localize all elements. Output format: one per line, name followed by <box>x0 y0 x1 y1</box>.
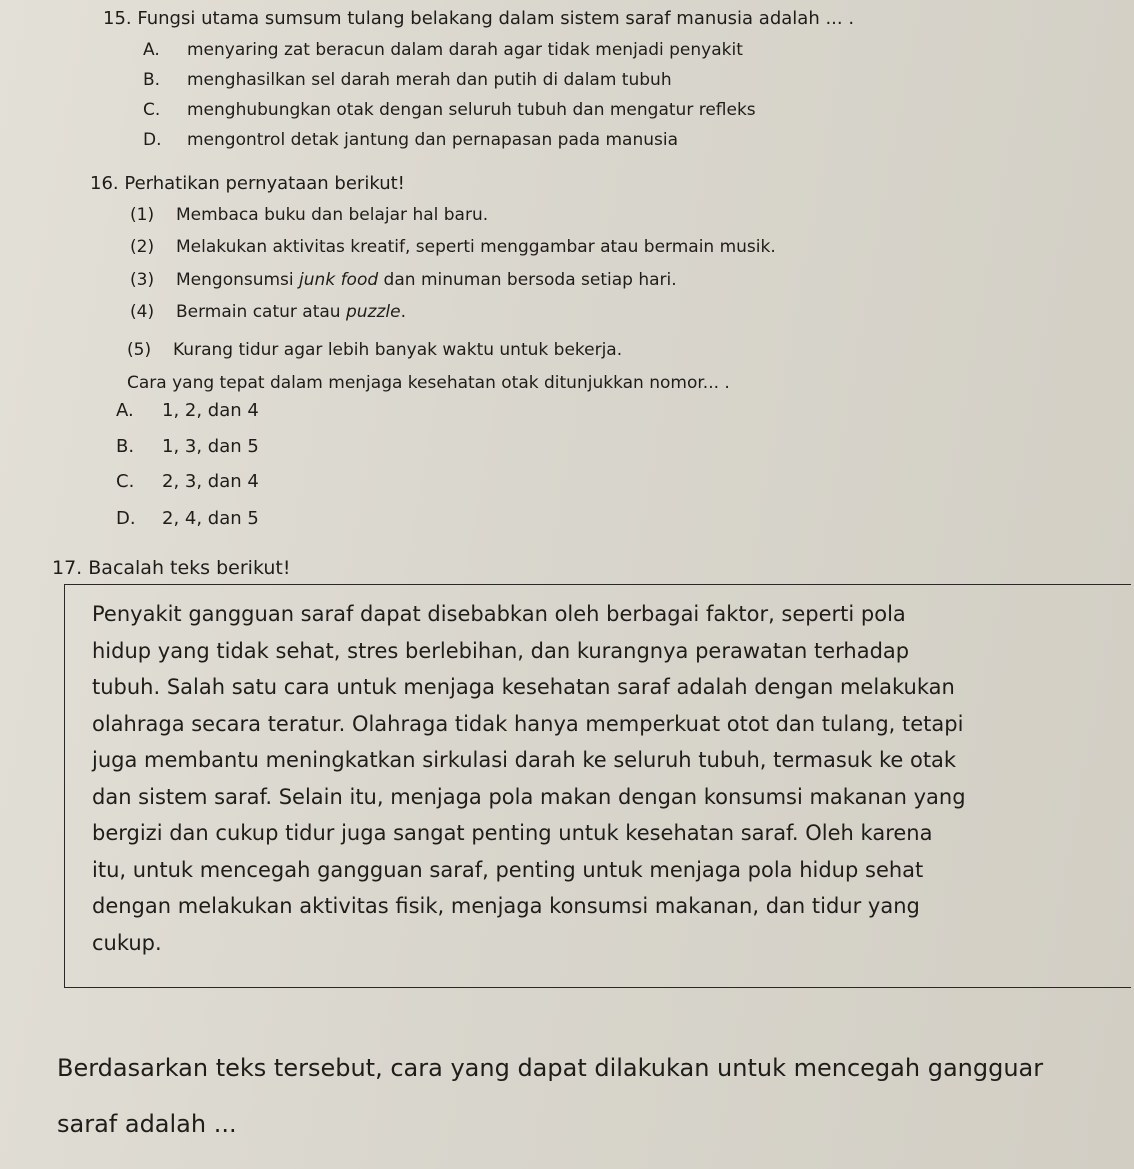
statement-text-after: dan minuman bersoda setiap hari. <box>378 270 677 290</box>
statement-number: (4) <box>130 302 155 322</box>
statement-text: Kurang tidur agar lebih banyak waktu untuk bekerja. <box>173 340 623 360</box>
option-letter: D. <box>116 508 136 529</box>
passage-text <box>92 596 1124 961</box>
prompt-line: Berdasarkan teks tersebut, cara yang dapat dilakukan untuk mencegah gangguar <box>57 1054 1044 1082</box>
question-number: 15. <box>103 8 132 29</box>
passage-line: juga membantu meningkatkan sirkulasi darah ke seluruh tubuh, termasuk ke otak <box>92 748 957 772</box>
option-15c <box>143 100 756 120</box>
statement-number: (1) <box>130 205 155 225</box>
passage-line: dan sistem saraf. Selain itu, menjaga pola makan dengan konsumsi makanan yang <box>92 784 966 809</box>
statement-number: (2) <box>130 237 155 257</box>
option-text: menghasilkan sel darah merah dan putih di dalam tubuh <box>187 70 672 90</box>
statement-4 <box>130 302 406 322</box>
statement-2 <box>130 237 776 257</box>
option-letter: B. <box>143 70 161 90</box>
statement-text-before: Bermain catur atau <box>176 302 346 322</box>
option-text: 1, 3, dan 5 <box>162 436 259 457</box>
statement-text-after: . <box>400 302 406 322</box>
question-17-prompt <box>57 1040 1134 1152</box>
show-through-texture <box>700 60 1120 61</box>
option-15d <box>143 130 678 150</box>
option-16a <box>116 400 259 421</box>
passage-line: olahraga secara teratur. Olahraga tidak hanya memperkuat otot dan tulang, tetapi <box>92 711 964 736</box>
option-15b <box>143 70 672 90</box>
option-text: 2, 4, dan 5 <box>162 508 259 529</box>
statement-5 <box>127 340 622 360</box>
passage-line: cukup. <box>92 930 162 955</box>
statement-text-before: Mengonsumsi <box>176 270 300 290</box>
option-16c <box>116 471 259 492</box>
option-letter: A. <box>116 400 134 421</box>
passage-line: dengan melakukan aktivitas fisik, menjaga konsumsi makanan, dan tidur yang <box>92 894 920 918</box>
option-letter: D. <box>143 130 162 150</box>
option-15a <box>143 40 743 60</box>
question-number: 16. <box>90 173 119 194</box>
passage-line: bergizi dan cukup tidur juga sangat penting untuk kesehatan saraf. Oleh karena <box>92 821 933 845</box>
question-17 <box>52 554 290 582</box>
option-16d <box>116 508 259 529</box>
option-text: mengontrol detak jantung dan pernapasan pada manusia <box>187 130 678 150</box>
question-16-prompt <box>127 373 730 393</box>
option-text: 1, 2, dan 4 <box>162 400 259 421</box>
option-16b <box>116 436 259 457</box>
question-intro: Perhatikan pernyataan berikut! <box>124 173 405 194</box>
option-letter: C. <box>143 100 161 120</box>
prompt-line: saraf adalah ... <box>57 1110 237 1138</box>
statement-text: Membaca buku dan belajar hal baru. <box>176 205 489 225</box>
question-16 <box>90 170 405 198</box>
question-text: Cara yang tepat dalam menjaga kesehatan otak ditunjukkan nomor... . <box>127 373 730 393</box>
option-letter: C. <box>116 471 135 492</box>
statement-text-italic: puzzle <box>345 302 401 322</box>
question-intro: Bacalah teks berikut! <box>88 557 291 579</box>
option-letter: B. <box>116 436 135 457</box>
option-letter: A. <box>143 40 160 60</box>
statement-text: Melakukan aktivitas kreatif, seperti menggambar atau bermain musik. <box>176 237 776 257</box>
statement-1 <box>130 205 488 225</box>
question-number: 17. <box>52 557 83 579</box>
question-text: Fungsi utama sumsum tulang belakang dalam sistem saraf manusia adalah ... . <box>137 8 855 29</box>
option-text: menghubungkan otak dengan seluruh tubuh dan mengatur refleks <box>187 100 756 120</box>
statement-number: (5) <box>127 340 152 360</box>
statement-3 <box>130 270 677 290</box>
passage-line: itu, untuk mencegah gangguan saraf, penting untuk menjaga pola hidup sehat <box>92 857 924 882</box>
statement-text-italic: junk food <box>299 270 379 290</box>
question-15 <box>103 5 854 33</box>
passage-line: tubuh. Salah satu cara untuk menjaga kesehatan saraf adalah dengan melakukan <box>92 675 955 699</box>
statement-number: (3) <box>130 270 155 290</box>
option-text: menyaring zat beracun dalam darah agar tidak menjadi penyakit <box>187 40 743 60</box>
passage-line: Penyakit gangguan saraf dapat disebabkan oleh berbagai faktor, seperti pola <box>92 602 906 626</box>
option-text: 2, 3, dan 4 <box>162 471 259 492</box>
passage-line: hidup yang tidak sehat, stres berlebihan, dan kurangnya perawatan terhadap <box>92 638 910 663</box>
